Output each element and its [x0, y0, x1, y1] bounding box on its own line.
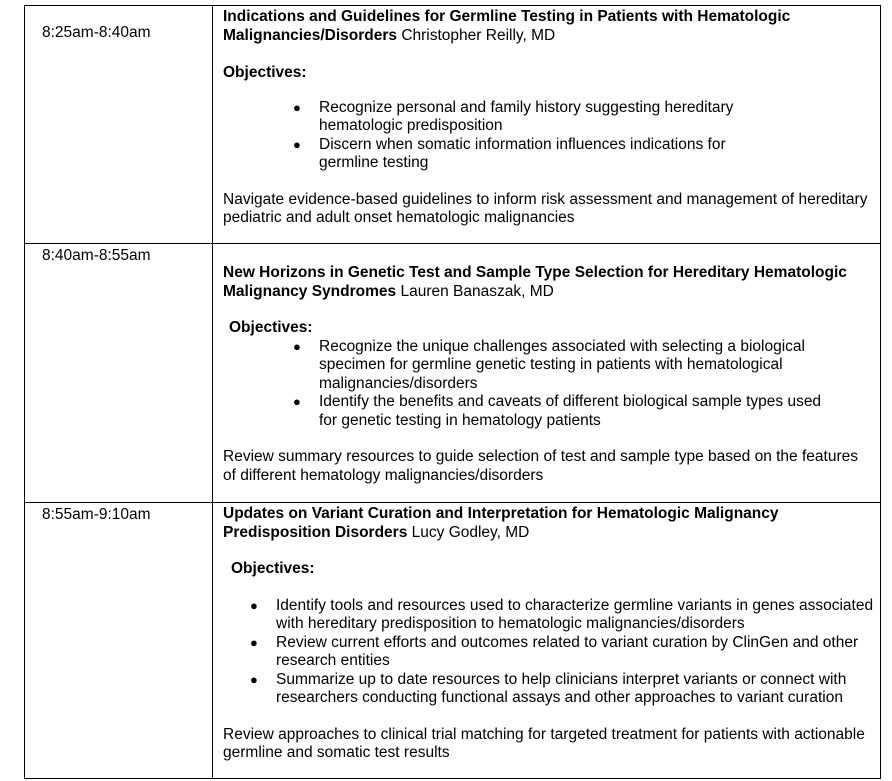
agenda-table [24, 5, 881, 779]
bullet-icon: ● [293, 338, 301, 354]
list-item: ● Identify the benefits and caveats of different biological sample types used for genetic testing in hematology patients [293, 393, 822, 429]
session-row [25, 244, 881, 503]
session-row [25, 503, 881, 779]
session-summary: Review approaches to clinical trial matching for targeted treatment for patients with actionable germline and somatic test results [223, 725, 865, 761]
bullet-icon: ● [250, 597, 258, 613]
session-title: Updates on Variant Curation and Interpretation for Hematologic Malignancy Predisposition Disorders [223, 505, 779, 541]
objectives-list [223, 597, 876, 708]
session-title: Indications and Guidelines for Germline Testing in Patients with Hematologic Malignancies/Disorders [223, 8, 791, 44]
session-speaker: Lauren Banaszak, MD [400, 282, 554, 300]
list-item: ● Recognize the unique challenges associated with selecting a biological specimen for germline genetic testing in patients with hematological malignancies/disorders [293, 337, 805, 392]
session-time: 8:40am-8:55am [42, 247, 151, 264]
session-title: New Horizons in Genetic Test and Sample Type Selection for Hereditary Hematologic Malignancy Syndromes [223, 264, 847, 300]
time-cell [25, 244, 213, 503]
session-summary: Review summary resources to guide selection of test and sample type based on the features of different hematology malignancies/disorders [223, 448, 858, 484]
list-item: ● Recognize personal and family history suggesting hereditary hematologic predisposition [293, 98, 734, 134]
list-item: ● Identify tools and resources used to characterize germline variants in genes associated with hereditary predisposition to hematologic malignancies/disorders [250, 596, 874, 632]
bullet-icon: ● [250, 634, 258, 650]
time-cell [25, 6, 213, 244]
content-cell [213, 244, 881, 503]
session-speaker: Christopher Reilly, MD [401, 26, 556, 44]
content-cell [213, 6, 881, 244]
list-item: ● Review current efforts and outcomes related to variant curation by ClinGen and other research entities [250, 633, 859, 669]
bullet-icon: ● [293, 136, 301, 152]
objectives-list [223, 338, 839, 431]
bullet-icon: ● [293, 394, 301, 409]
bullet-icon: ● [293, 99, 301, 115]
content-cell [213, 503, 881, 779]
objectives-label: Objectives: [223, 64, 307, 81]
session-speaker: Lucy Godley, MD [411, 523, 530, 541]
session-time: 8:55am-9:10am [42, 506, 151, 523]
objectives-label: Objectives: [231, 560, 315, 577]
session-time: 8:25am-8:40am [42, 24, 151, 41]
objectives-label: Objectives: [229, 319, 313, 336]
objectives-list [223, 99, 779, 173]
session-row [25, 6, 881, 244]
session-summary: Navigate evidence-based guidelines to inform risk assessment and management of hereditary pediatric and adult onset hematologic malignancies [223, 190, 868, 226]
time-cell [25, 503, 213, 779]
list-item: ● Summarize up to date resources to help clinicians interpret variants or connect with researchers conducting functional assays and other approaches to variant curation [250, 670, 847, 706]
bullet-icon: ● [250, 671, 258, 687]
list-item: ● Discern when somatic information influences indications for germline testing [293, 135, 726, 171]
